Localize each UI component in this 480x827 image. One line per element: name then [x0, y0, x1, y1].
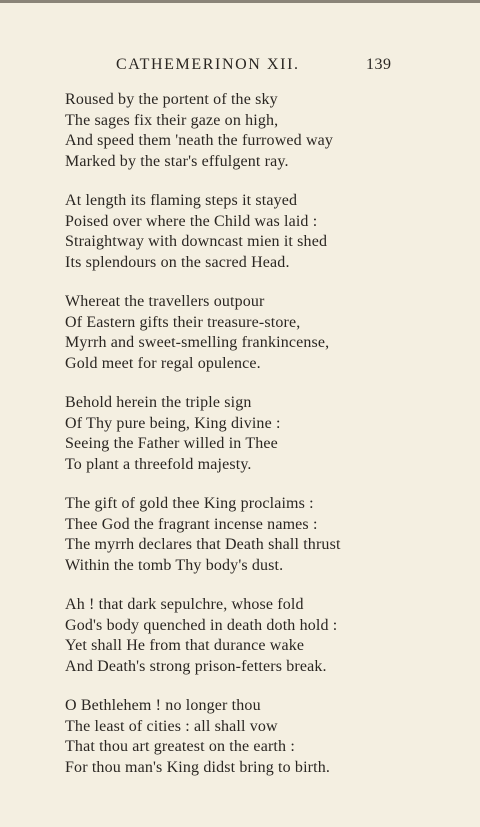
poem-line: Straightway with downcast mien it shed — [65, 233, 328, 250]
poem-line: At length its flaming steps it stayed — [65, 192, 298, 209]
poem-line: Yet shall He from that durance wake — [65, 637, 305, 654]
poem-line: Of Thy pure being, King divine : — [65, 414, 281, 432]
poem-line: Its splendours on the sacred Head. — [65, 253, 290, 271]
poem-line: The sages fix their gaze on high, — [65, 111, 279, 129]
poem-line: The least of cities : all shall vow — [65, 717, 278, 735]
poem-line: Gold meet for regal opulence. — [65, 354, 261, 372]
poem-line: Of Eastern gifts their treasure-store, — [65, 313, 301, 331]
poem-line: Ah ! that dark sepulchre, whose fold — [65, 596, 304, 613]
poem-line: The myrrh declares that Death shall thrust — [65, 536, 341, 553]
stanza-4 — [65, 393, 465, 475]
poem-line: O Bethlehem ! no longer thou — [65, 697, 261, 714]
poem-line: For thou man's King didst bring to birth. — [65, 758, 331, 776]
poem-line: That thou art greatest on the earth : — [65, 738, 295, 755]
page-header — [0, 56, 480, 78]
stanza-6 — [65, 595, 465, 677]
stanza-2 — [65, 191, 465, 273]
top-edge-rule — [0, 0, 480, 3]
poem-line: And speed them 'neath the furrowed way — [65, 132, 334, 149]
poem-line: Within the tomb Thy body's dust. — [65, 556, 284, 574]
poem-line: Myrrh and sweet-smelling frankincense, — [65, 334, 330, 351]
poem-line: Marked by the star's effulgent ray. — [65, 152, 289, 170]
poem-line: Whereat the travellers outpour — [65, 293, 265, 310]
poem-body — [65, 90, 465, 778]
stanza-1 — [65, 90, 465, 172]
stanza-3 — [65, 292, 465, 374]
running-title: CATHEMERINON XII. — [116, 56, 300, 73]
poem-line: God's body quenched in death doth hold : — [65, 616, 338, 634]
poem-line: The gift of gold thee King proclaims : — [65, 495, 314, 512]
poem-line: Seeing the Father willed in Thee — [65, 435, 278, 452]
poem-line: Behold herein the triple sign — [65, 394, 252, 411]
poem-line: Roused by the portent of the sky — [65, 91, 278, 108]
poem-line: And Death's strong prison-fetters break. — [65, 657, 327, 675]
page-number: 139 — [366, 56, 392, 73]
stanza-7 — [65, 696, 465, 778]
poem-line: Thee God the fragrant incense names : — [65, 515, 318, 533]
poem-line: To plant a threefold majesty. — [65, 455, 252, 473]
poem-line: Poised over where the Child was laid : — [65, 212, 318, 230]
stanza-5 — [65, 494, 465, 576]
